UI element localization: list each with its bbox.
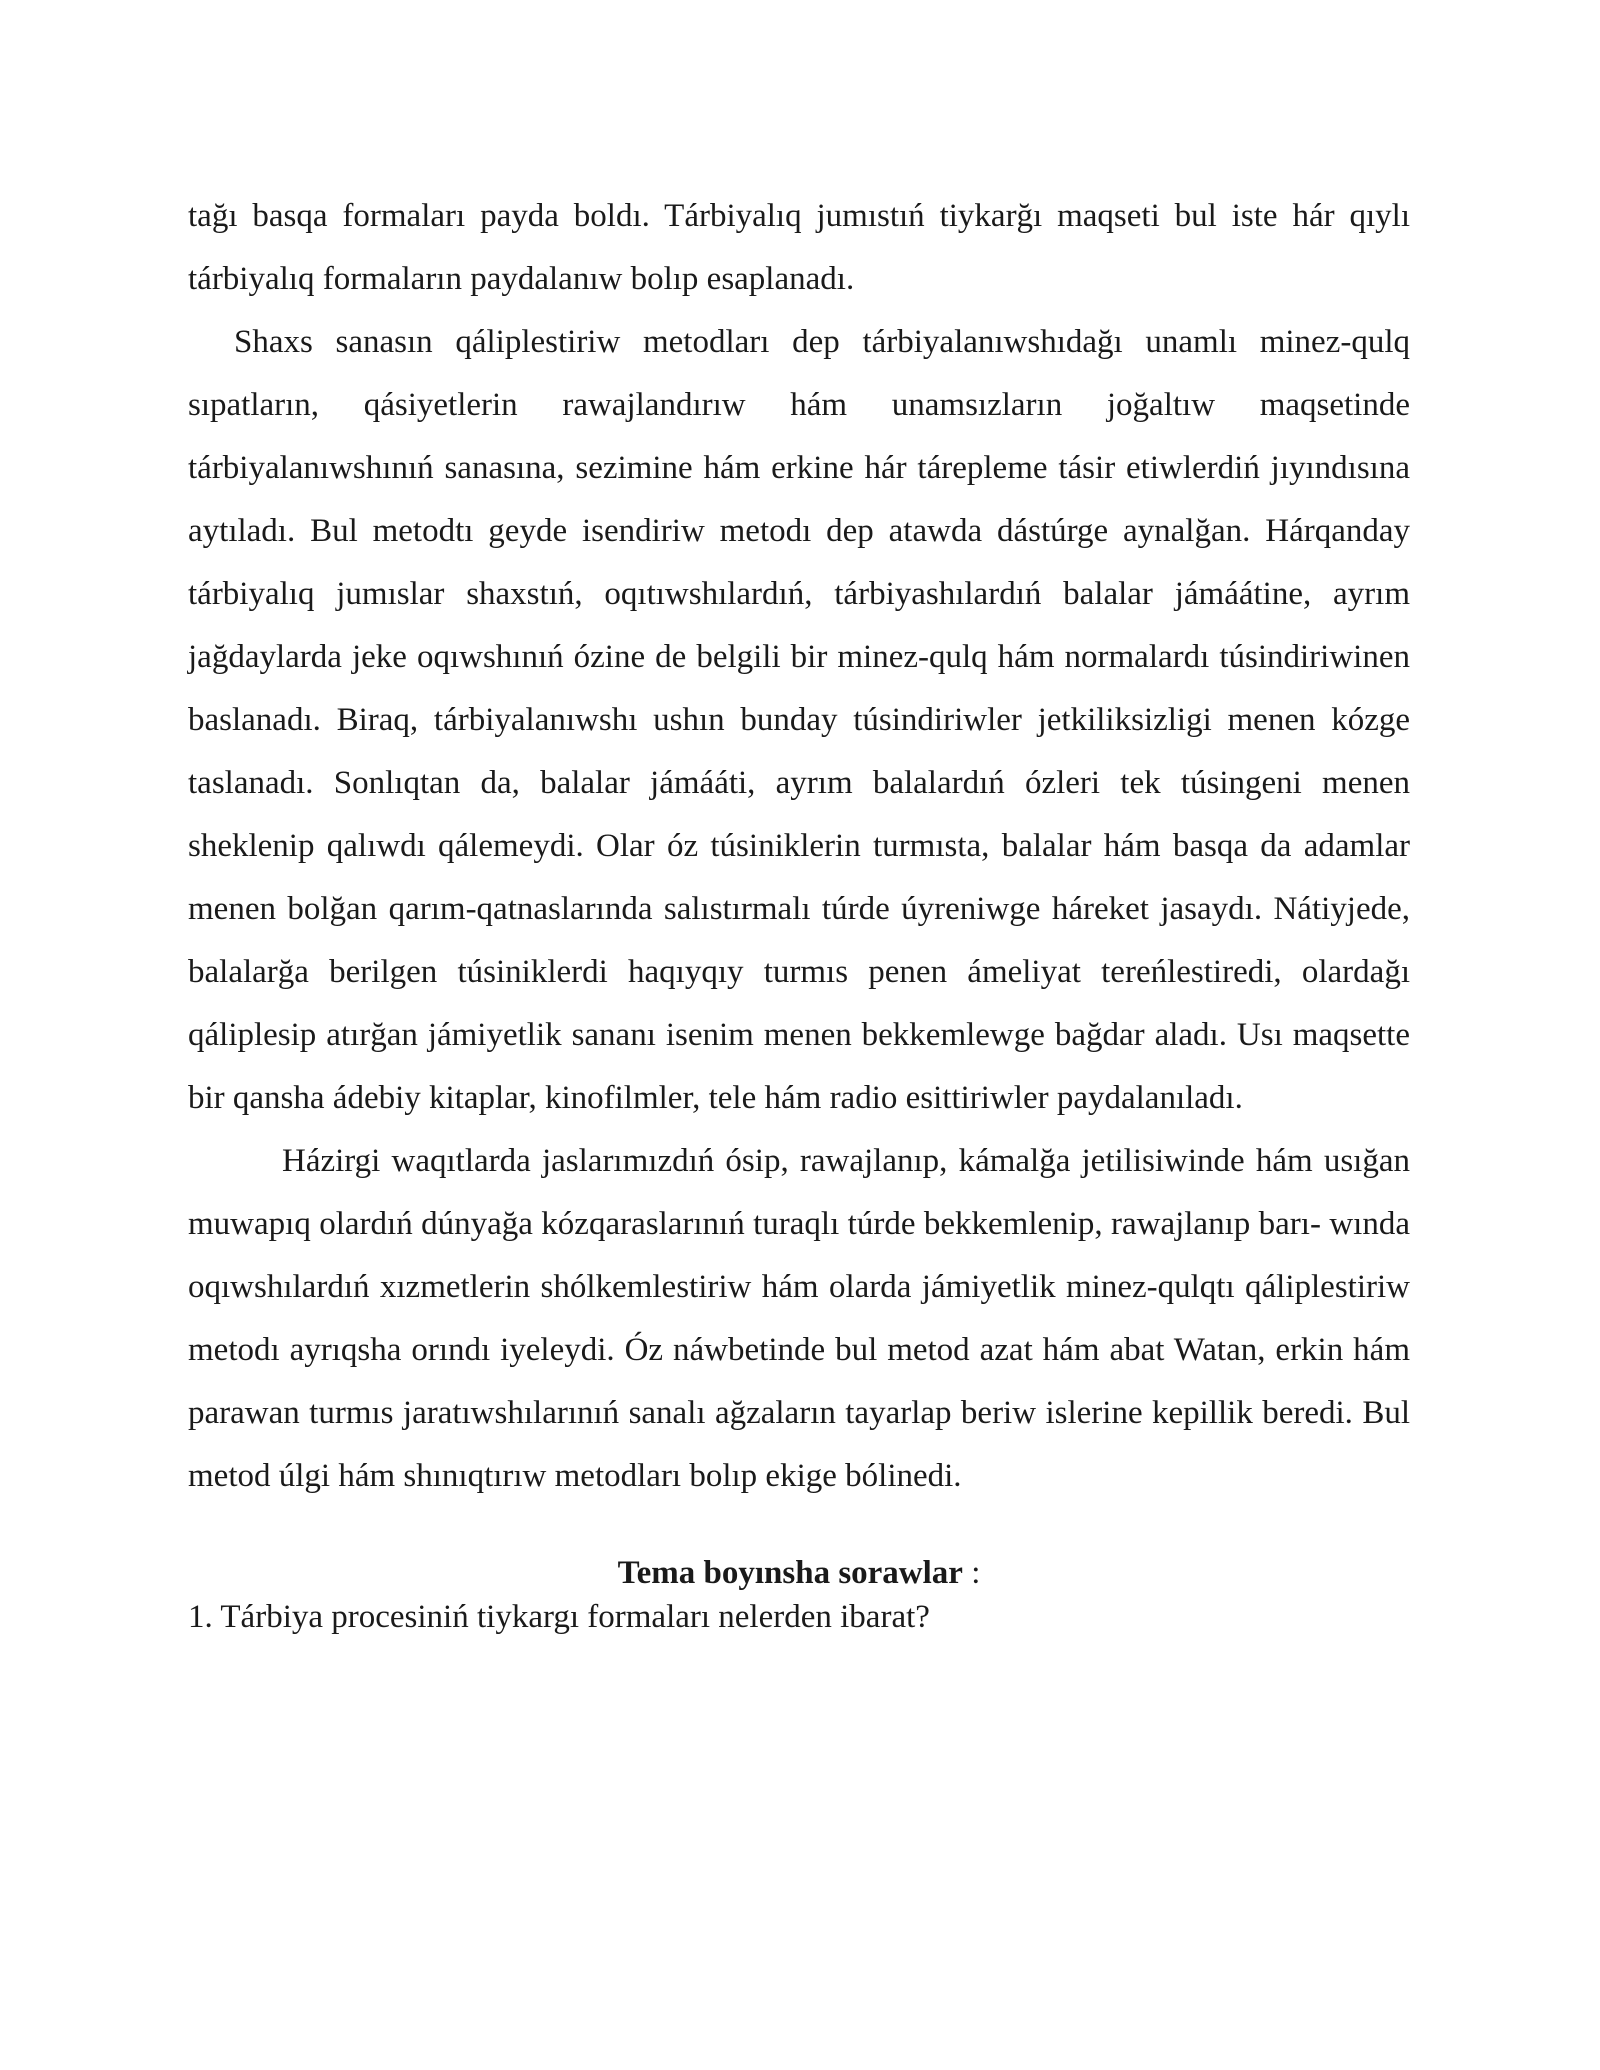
- questions-heading-colon: :: [962, 1555, 981, 1591]
- text-column: [188, 185, 1410, 1639]
- question-item-1: 1. Tárbiya procesiniń tiykargı formaları nelerden ibarat?: [188, 1599, 930, 1635]
- questions-heading-text: Tema boyınsha sorawlar: [617, 1555, 963, 1591]
- questions-heading: [188, 1551, 1410, 1595]
- questions-section: [188, 1551, 1410, 1639]
- paragraph-continuation: tağı basqa formaları payda boldı. Tárbiyalıq jumıstıń tiykarğı maqseti bul iste hár qıylı tárbiyalıq formaların paydalanıw bolıp esaplanadı.: [188, 198, 1410, 297]
- paragraph-hazirgi-waqitlarda: Házirgi waqıtlarda jaslarımızdıń ósip, rawajlanıp, kámalğa jetilisiwinde hám usığan muwapıq olardıń dúnyağa kózqaraslarınıń turaqlı túrde bekkemlenip, rawajlanıp barı- wında oqıwshılardıń xızmetlerin shólkemlestiriw hám olarda jámiyetlik minez-qulqtı qáliplestiriw metodı ayrıqsha orındı iyeleydi. Óz náwbetinde bul metod azat hám abat Watan, erkin hám parawan turmıs jaratıwshılarınıń sanalı ağzaların tayarlap beriw islerine kepillik beredi. Bul metod úlgi hám shınıqtırıw metodları bolıp ekige bólinedi.: [188, 1143, 1410, 1494]
- paragraph-shaxs-sanasi: Shaxs sanasın qáliplestiriw metodları dep tárbiyalanıwshıdağı unamlı minez-qulq sıpatların, qásiyetlerin rawajlandırıw hám unamsızların joğaltıw maqsetinde tárbiyalanıwshınıń sanasına, sezimine hám erkine hár tárepleme tásir etiwlerdiń jıyındısına aytıladı. Bul metodtı geyde isendiriw metodı dep atawda dástúrge aynalğan. Hárqanday tárbiyalıq jumıslar shaxstıń, oqıtıwshılardıń, tárbiyashılardıń balalar jámáátine, ayrım jağdaylarda jeke oqıwshınıń ózine de belgili bir minez-qulq hám normalardı túsindiriwinen baslanadı. Biraq, tárbiyalanıwshı ushın bunday túsindiriwler jetkiliksizligi menen kózge taslanadı. Sonlıqtan da, balalar jámááti, ayrım balalardıń ózleri tek túsingeni menen sheklenip qalıwdı qálemeydi. Olar óz túsiniklerin turmısta, balalar hám basqa da adamlar menen bolğan qarım-qatnaslarında salıstırmalı túrde úyreniwge háreket jasaydı. Nátiyjede, balalarğa berilgen túsiniklerdi haqıyqıy turmıs penen ámeliyat tereńlestiredi, olardağı qáliplesip atırğan jámiyetlik sananı isenim menen bekkemlewge bağdar aladı. Usı maqsette bir qansha ádebiy kitaplar, kinofilmler, tele hám radio esittiriwler paydalanıladı.: [188, 324, 1410, 1116]
